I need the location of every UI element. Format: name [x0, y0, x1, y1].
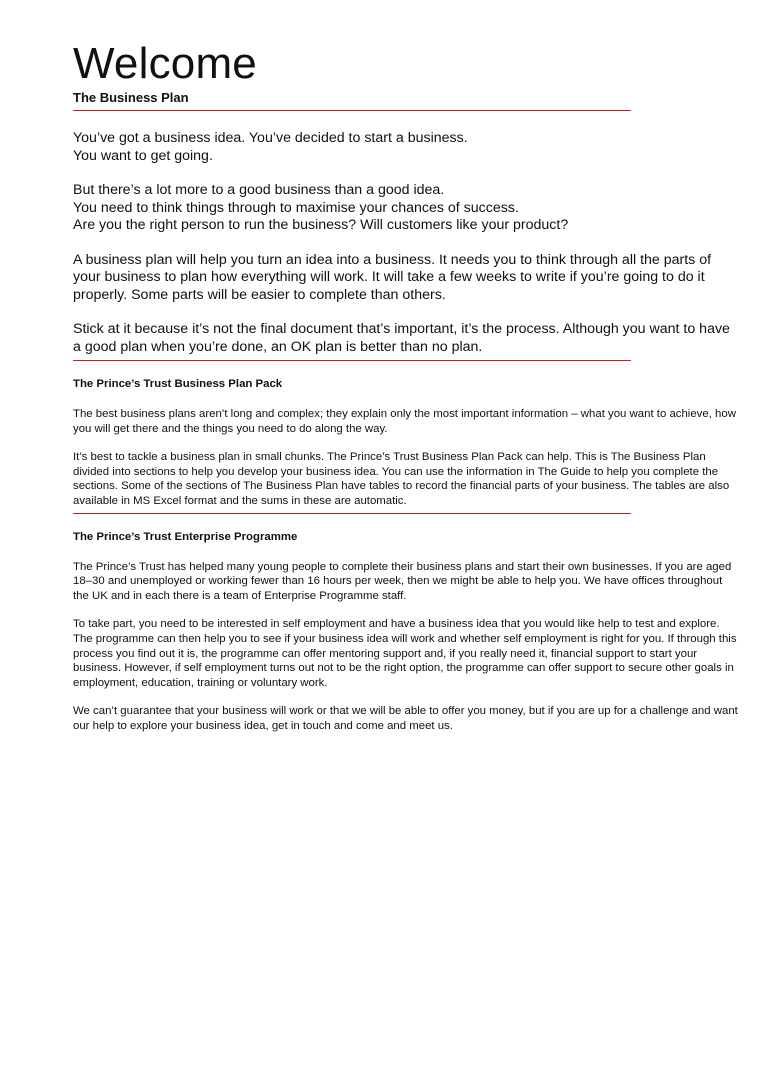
section-paragraph: To take part, you need to be interested in self employment and have a business idea that you would like help to test and explore. The programme can then help you to see if your business idea will work and whether self employment is right for you. If through this process you find out it is, the programme can offer mentoring support and, if you really need it, financial support to start your business. However, if self employment turns out not to be the right option, the programme can offer support to secure other goals in employment, education, training or voluntary work. [73, 618, 737, 689]
enterprise-programme-section [73, 530, 738, 734]
section-heading: The Prince’s Trust Business Plan Pack [73, 378, 283, 390]
divider-rule [73, 360, 631, 361]
section-paragraph: The best business plans aren’t long and complex; they explain only the most important information – what you want to achieve, how you will get there and the things you need to do along the way. [73, 408, 736, 435]
page-subtitle: The Business Plan [73, 90, 189, 105]
section-heading: The Prince’s Trust Enterprise Programme [73, 530, 298, 543]
page-title: Welcome [73, 39, 257, 88]
section-paragraph: The Prince’s Trust has helped many young people to complete their business plans and start their own businesses. If you are aged 18–30 and unemployed or working fewer than 16 hours per week, then we might be able to help you. We have offices throughout the UK and in each there is a team of Enterprise Programme staff. [73, 560, 732, 602]
intro-paragraph: You’ve got a business idea. You’ve decided to start a business. You want to get going. [73, 130, 468, 164]
intro-paragraph: But there’s a lot more to a good business than a good idea. You need to think things through to maximise your chances of success. Are you the right person to run the business? Will customers like your product? [73, 182, 569, 233]
section-paragraph: We can’t guarantee that your business will work or that we will be able to offer you money, but if you are up for a challenge and want our help to explore your business idea, get in touch and come and meet us. [73, 705, 738, 732]
intro-section [73, 130, 738, 356]
intro-paragraph: Stick at it because it’s not the final document that’s important, it’s the process. Although you want to have a good plan when you’re done, an OK plan is better than no plan. [73, 321, 730, 355]
business-plan-pack-section [73, 377, 738, 509]
intro-paragraph: A business plan will help you turn an idea into a business. It needs you to think through all the parts of your business to plan how everything will work. It will take a few weeks to write if you’re going to do it properly. Some parts will be easier to complete than others. [73, 251, 712, 303]
divider-rule [73, 110, 631, 111]
section-paragraph: It’s best to tackle a business plan in small chunks. The Prince’s Trust Business Plan Pack can help. This is The Business Plan divided into sections to help you develop your business idea. You can use the information in The Guide to help you complete the sections. Some of the sections of The Business Plan have tables to record the financial parts of your business. The tables are also available in MS Excel format and the sums in these are automatic. [73, 451, 730, 507]
divider-rule [73, 513, 631, 514]
